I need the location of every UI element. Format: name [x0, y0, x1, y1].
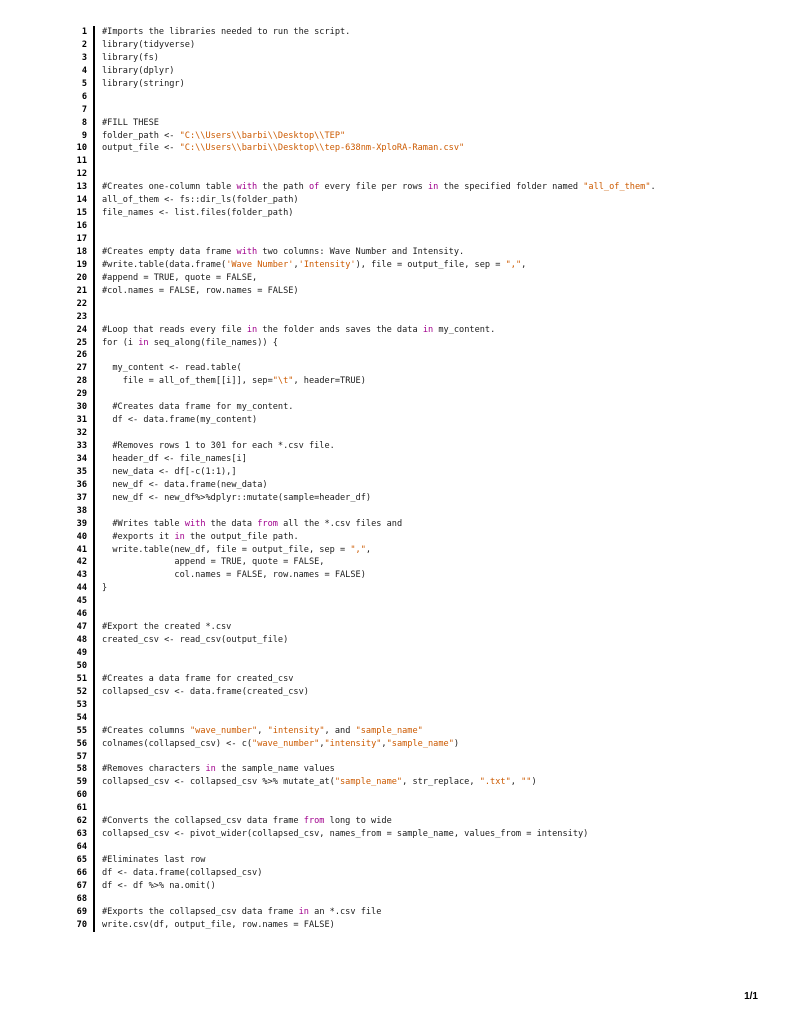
gutter-divider [93, 246, 95, 259]
code-token: the folder ands saves the data [257, 324, 423, 335]
string-token: "" [521, 777, 532, 788]
code-token: ), file = output_file, sep = [355, 259, 506, 270]
code-token: #append = TRUE, quote = FALSE, [102, 272, 258, 283]
line-number: 53 [76, 699, 87, 710]
line-number: 56 [76, 738, 87, 749]
code-token: output_file <- [102, 143, 180, 154]
line-number: 46 [76, 609, 87, 620]
line-number: 61 [76, 803, 87, 814]
code-token: df <- df %>% na.omit() [102, 880, 216, 891]
line-text [102, 207, 293, 220]
line-text [102, 906, 381, 919]
gutter-divider [93, 867, 95, 880]
code-token: #Creates data frame for my_content. [102, 402, 294, 413]
string-token: ".txt" [479, 777, 511, 788]
code-token: two columns: Wave Number and Intensity. [257, 246, 465, 257]
string-token: "sample_name" [355, 725, 423, 736]
line-number: 42 [76, 557, 87, 568]
gutter-divider [93, 712, 95, 725]
string-token: "," [505, 259, 522, 270]
gutter-divider [93, 181, 95, 194]
line-text [102, 375, 366, 388]
gutter-divider [93, 168, 95, 181]
gutter-divider [93, 854, 95, 867]
code-token: df <- data.frame(my_content) [102, 415, 258, 426]
line-number: 51 [76, 673, 87, 684]
gutter-divider [93, 39, 95, 52]
line-number: 18 [76, 246, 87, 257]
gutter-divider [93, 440, 95, 453]
gutter-divider [93, 479, 95, 492]
line-number: 8 [81, 117, 87, 128]
line-text [102, 854, 205, 867]
gutter-divider [93, 78, 95, 91]
string-token: 'Intensity' [298, 259, 356, 270]
string-token: "wave_number" [189, 725, 258, 736]
line-text [102, 414, 257, 427]
gutter-divider [93, 699, 95, 712]
code-token: the data [205, 518, 258, 529]
code-token: #Loop that reads every file [102, 324, 247, 335]
gutter-divider [93, 26, 95, 39]
line-text [102, 117, 159, 130]
code-token: , header=TRUE) [293, 376, 366, 387]
line-number: 48 [76, 635, 87, 646]
string-token: "intensity" [267, 725, 325, 736]
line-text [102, 246, 464, 259]
code-token: #col.names = FALSE, row.names = FALSE) [102, 285, 299, 296]
code-token: the path [257, 182, 309, 193]
gutter-divider [93, 569, 95, 582]
code-token: library(dplyr) [102, 65, 175, 76]
gutter-divider [93, 647, 95, 660]
line-number: 68 [76, 893, 87, 904]
gutter-divider [93, 311, 95, 324]
gutter-divider [93, 337, 95, 350]
line-number: 40 [76, 531, 87, 542]
gutter-divider [93, 414, 95, 427]
gutter-divider [93, 544, 95, 557]
line-text [102, 52, 159, 65]
string-token: "all_of_them" [583, 182, 651, 193]
line-text [102, 686, 309, 699]
gutter-divider [93, 582, 95, 595]
string-token: "wave_number" [252, 738, 320, 749]
line-text [102, 518, 402, 531]
line-text [102, 130, 345, 143]
gutter-divider [93, 324, 95, 337]
code-token: #Creates empty data frame [102, 246, 237, 257]
line-text [102, 673, 293, 686]
gutter-divider [93, 375, 95, 388]
line-number: 16 [76, 221, 87, 232]
gutter-divider [93, 725, 95, 738]
gutter-divider [93, 738, 95, 751]
line-text [102, 828, 588, 841]
code-token: df <- data.frame(collapsed_csv) [102, 867, 263, 878]
line-number: 60 [76, 790, 87, 801]
gutter-divider [93, 802, 95, 815]
gutter-divider [93, 893, 95, 906]
keyword-token: in [428, 182, 439, 193]
code-token: my_content <- read.table( [102, 363, 242, 374]
line-number: 27 [76, 363, 87, 374]
line-text [102, 324, 495, 337]
gutter-divider [93, 142, 95, 155]
code-token: new_df <- data.frame(new_data) [102, 479, 268, 490]
line-number: 15 [76, 208, 87, 219]
line-text [102, 479, 268, 492]
gutter-divider [93, 91, 95, 104]
gutter-divider [93, 298, 95, 311]
line-text [102, 492, 371, 505]
line-number: 11 [76, 156, 87, 167]
keyword-token: in [422, 324, 434, 335]
code-token: , [257, 725, 268, 736]
gutter-divider [93, 285, 95, 298]
line-number: 44 [76, 583, 87, 594]
line-number: 33 [76, 441, 87, 451]
line-number: 38 [76, 505, 87, 516]
gutter-divider [93, 634, 95, 647]
line-number: 2 [81, 39, 87, 50]
code-token: #write.table(data.frame( [102, 259, 227, 270]
gutter-divider [93, 815, 95, 828]
line-number: 66 [76, 867, 87, 878]
line-number: 52 [76, 686, 87, 697]
code-token: #Converts the collapsed_csv data frame [102, 816, 304, 827]
code-token: library(stringr) [102, 78, 185, 89]
code-token: file = all_of_them[[i]], sep= [102, 376, 273, 387]
gutter-divider [93, 776, 95, 789]
line-text [102, 531, 299, 544]
code-token: #FILL THESE [102, 117, 159, 128]
code-token: , [381, 738, 387, 749]
code-token: ) [453, 738, 460, 749]
line-text [102, 337, 278, 350]
line-number: 29 [76, 389, 87, 400]
line-number: 57 [76, 751, 87, 762]
code-token: , [319, 738, 325, 749]
gutter-divider [93, 220, 95, 233]
gutter-divider [93, 531, 95, 544]
gutter-divider [93, 272, 95, 285]
line-number: 39 [76, 518, 87, 529]
keyword-token: with [236, 182, 258, 193]
code-token: #Creates one-column table [102, 182, 237, 193]
line-number: 64 [76, 842, 87, 853]
gutter-divider [93, 841, 95, 854]
code-token: write.csv(df, output_file, row.names = FALSE) [102, 919, 335, 930]
gutter-divider [93, 556, 95, 569]
line-text [102, 544, 371, 557]
code-token: library(tidyverse) [102, 39, 196, 50]
gutter-divider [93, 155, 95, 168]
code-token: col.names = FALSE, row.names = FALSE) [102, 570, 366, 581]
gutter-divider [93, 453, 95, 466]
line-text [102, 763, 335, 776]
gutter-divider [93, 919, 95, 932]
gutter-divider [93, 906, 95, 919]
line-number: 3 [81, 52, 87, 63]
line-number: 28 [76, 376, 87, 387]
string-token: "intensity" [324, 738, 382, 749]
line-number: 41 [76, 544, 87, 555]
line-text [102, 78, 185, 91]
code-token: ) [531, 777, 537, 788]
code-token: the specified folder named [438, 182, 584, 193]
line-number: 9 [81, 130, 87, 141]
line-text [102, 272, 257, 285]
line-text [102, 362, 242, 375]
line-number: 34 [76, 453, 87, 464]
keyword-token: in [246, 324, 258, 335]
line-number: 21 [76, 285, 87, 296]
gutter-divider [93, 233, 95, 246]
line-text [102, 634, 288, 647]
gutter-divider [93, 52, 95, 65]
line-number: 55 [76, 725, 87, 736]
line-text [102, 259, 526, 272]
code-token: #Eliminates last row [102, 855, 206, 865]
string-token: "sample_name" [334, 777, 403, 788]
gutter-divider [93, 388, 95, 401]
string-token: "sample_name" [386, 738, 454, 749]
keyword-token: from [303, 816, 325, 827]
line-number: 7 [81, 104, 87, 115]
gutter-divider [93, 673, 95, 686]
gutter-divider [93, 401, 95, 414]
code-token: collapsed_csv <- pivot_wider(collapsed_csv, names_from = sample_name, values_from = intensity) [102, 829, 589, 840]
keyword-token: from [257, 518, 278, 529]
string-token: 'Wave Number' [226, 259, 294, 270]
code-token: colnames(collapsed_csv) <- c( [102, 738, 253, 749]
line-number: 49 [76, 648, 87, 658]
string-token: "," [350, 544, 366, 555]
line-text [102, 401, 293, 414]
gutter-divider [93, 621, 95, 634]
line-text [102, 738, 459, 751]
line-number: 6 [81, 91, 87, 102]
line-number: 24 [76, 324, 87, 335]
gutter-divider [93, 763, 95, 776]
line-text [102, 39, 195, 52]
line-text [102, 621, 231, 634]
gutter-divider [93, 686, 95, 699]
line-text [102, 285, 299, 298]
code-token: the sample_name values [215, 764, 335, 775]
line-text [102, 880, 216, 893]
line-number: 30 [76, 402, 87, 413]
gutter-divider [93, 660, 95, 673]
gutter-divider [93, 349, 95, 362]
code-token: , str_replace, [402, 777, 480, 788]
line-number: 17 [76, 234, 87, 244]
line-number: 63 [76, 829, 87, 840]
keyword-token: with [184, 518, 206, 529]
line-text [102, 569, 366, 582]
line-number: 35 [76, 466, 87, 477]
line-number: 43 [76, 570, 87, 581]
line-number: 25 [76, 337, 87, 348]
line-number: 69 [76, 906, 87, 917]
gutter-divider [93, 828, 95, 841]
line-number: 23 [76, 311, 87, 322]
code-token: , and [324, 725, 356, 736]
gutter-divider [93, 789, 95, 802]
keyword-token: in [174, 531, 185, 542]
line-number: 13 [76, 182, 87, 193]
code-token: #Exports the collapsed_csv data frame [102, 906, 299, 917]
code-token: collapsed_csv <- data.frame(created_csv) [102, 686, 309, 697]
code-token: an *.csv file [308, 906, 382, 917]
line-number: 58 [76, 764, 87, 775]
code-token: #Export the created *.csv [102, 622, 232, 633]
code-token: my_content. [433, 324, 496, 335]
code-token: the output_file path. [184, 531, 299, 542]
line-text [102, 466, 237, 479]
code-token: #Creates columns [102, 725, 190, 736]
keyword-token: with [236, 246, 258, 257]
gutter-divider [93, 362, 95, 375]
code-token: file_names <- list.files(folder_path) [102, 208, 294, 219]
keyword-token: in [205, 764, 216, 775]
string-token: "\t" [272, 376, 294, 387]
line-text [102, 582, 107, 595]
line-number: 62 [76, 816, 87, 827]
line-number: 65 [76, 855, 87, 865]
string-token: "C:\\Users\\barbi\\Desktop\\tep-638nm-XploRA-Raman.csv" [179, 143, 465, 154]
code-token: write.table(new_df, file = output_file, sep = [102, 544, 351, 555]
code-token: new_df <- new_df%>%dplyr::mutate(sample=header_df) [102, 492, 372, 503]
line-number: 45 [76, 596, 87, 607]
code-token: #Creates a data frame for created_csv [102, 673, 294, 684]
code-token: for (i [102, 337, 139, 348]
line-text [102, 440, 335, 453]
code-token: created_csv <- read_csv(output_file) [102, 635, 289, 646]
code-token: new_data <- df[-c(1:1),] [102, 466, 237, 477]
code-token: , [293, 259, 299, 270]
code-token: #Removes rows 1 to 301 for each *.csv file. [102, 441, 335, 451]
line-number: 31 [76, 415, 87, 426]
line-text [102, 867, 262, 880]
gutter-divider [93, 207, 95, 220]
gutter-divider [93, 595, 95, 608]
line-number: 4 [81, 65, 87, 76]
line-number: 32 [76, 428, 87, 439]
line-number: 14 [76, 195, 87, 206]
line-text [102, 142, 464, 155]
gutter-divider [93, 117, 95, 130]
gutter-divider [93, 492, 95, 505]
line-text [102, 776, 537, 789]
code-token: . [650, 182, 656, 193]
gutter-divider [93, 505, 95, 518]
code-token: all_of_them <- fs::dir_ls(folder_path) [102, 195, 299, 206]
gutter-divider [93, 104, 95, 117]
keyword-token: in [298, 906, 309, 917]
code-token: #exports it [102, 531, 175, 542]
code-token: , [510, 777, 522, 788]
line-text [102, 65, 174, 78]
gutter-divider [93, 518, 95, 531]
line-number: 26 [76, 350, 87, 361]
line-number: 5 [81, 78, 87, 89]
line-text [102, 181, 656, 194]
code-token: , [365, 544, 372, 555]
line-text [102, 26, 350, 39]
gutter-divider [93, 751, 95, 764]
line-number: 1 [81, 27, 87, 37]
code-token: , [521, 259, 527, 270]
gutter-divider [93, 65, 95, 78]
code-token: seq_along(file_names)) { [148, 337, 278, 348]
page-number: 1/1 [744, 991, 758, 1002]
line-number: 54 [76, 712, 87, 723]
line-number: 47 [76, 622, 87, 633]
code-token: append = TRUE, quote = FALSE, [102, 557, 325, 568]
line-text [102, 919, 335, 932]
line-number: 50 [76, 660, 87, 671]
gutter-divider [93, 880, 95, 893]
line-number: 22 [76, 298, 87, 309]
line-text [102, 453, 247, 466]
line-text [102, 194, 299, 207]
line-number: 12 [76, 169, 87, 180]
line-number: 67 [76, 880, 87, 891]
gutter-divider [93, 466, 95, 479]
code-token: #Removes characters [102, 764, 206, 775]
code-token: collapsed_csv <- collapsed_csv %>% mutate_at( [102, 777, 335, 788]
gutter-divider [93, 194, 95, 207]
line-number: 10 [76, 143, 87, 154]
line-number: 70 [76, 919, 87, 930]
code-token: folder_path <- [102, 130, 180, 141]
code-token: library(fs) [102, 52, 159, 63]
line-number: 37 [76, 492, 87, 503]
line-number: 19 [76, 259, 87, 270]
code-token: #Writes table [102, 518, 185, 529]
code-token: all the *.csv files and [277, 518, 403, 529]
line-number: 20 [76, 272, 87, 283]
code-token: every file per rows [319, 182, 428, 193]
line-number: 36 [76, 479, 87, 490]
line-number: 59 [76, 777, 87, 788]
code-token: header_df <- file_names[i] [102, 453, 247, 464]
gutter-divider [93, 608, 95, 621]
code-token: } [102, 583, 108, 594]
gutter-divider [93, 259, 95, 272]
code-token: #Imports the libraries needed to run the script. [102, 27, 351, 37]
gutter-divider [93, 130, 95, 143]
code-token: long to wide [324, 816, 392, 827]
line-text [102, 556, 324, 569]
line-text [102, 725, 423, 738]
string-token: "C:\\Users\\barbi\\Desktop\\TEP" [179, 130, 346, 141]
gutter-divider [93, 427, 95, 440]
keyword-token: of [308, 182, 320, 193]
keyword-token: in [138, 337, 149, 348]
line-text [102, 815, 392, 828]
